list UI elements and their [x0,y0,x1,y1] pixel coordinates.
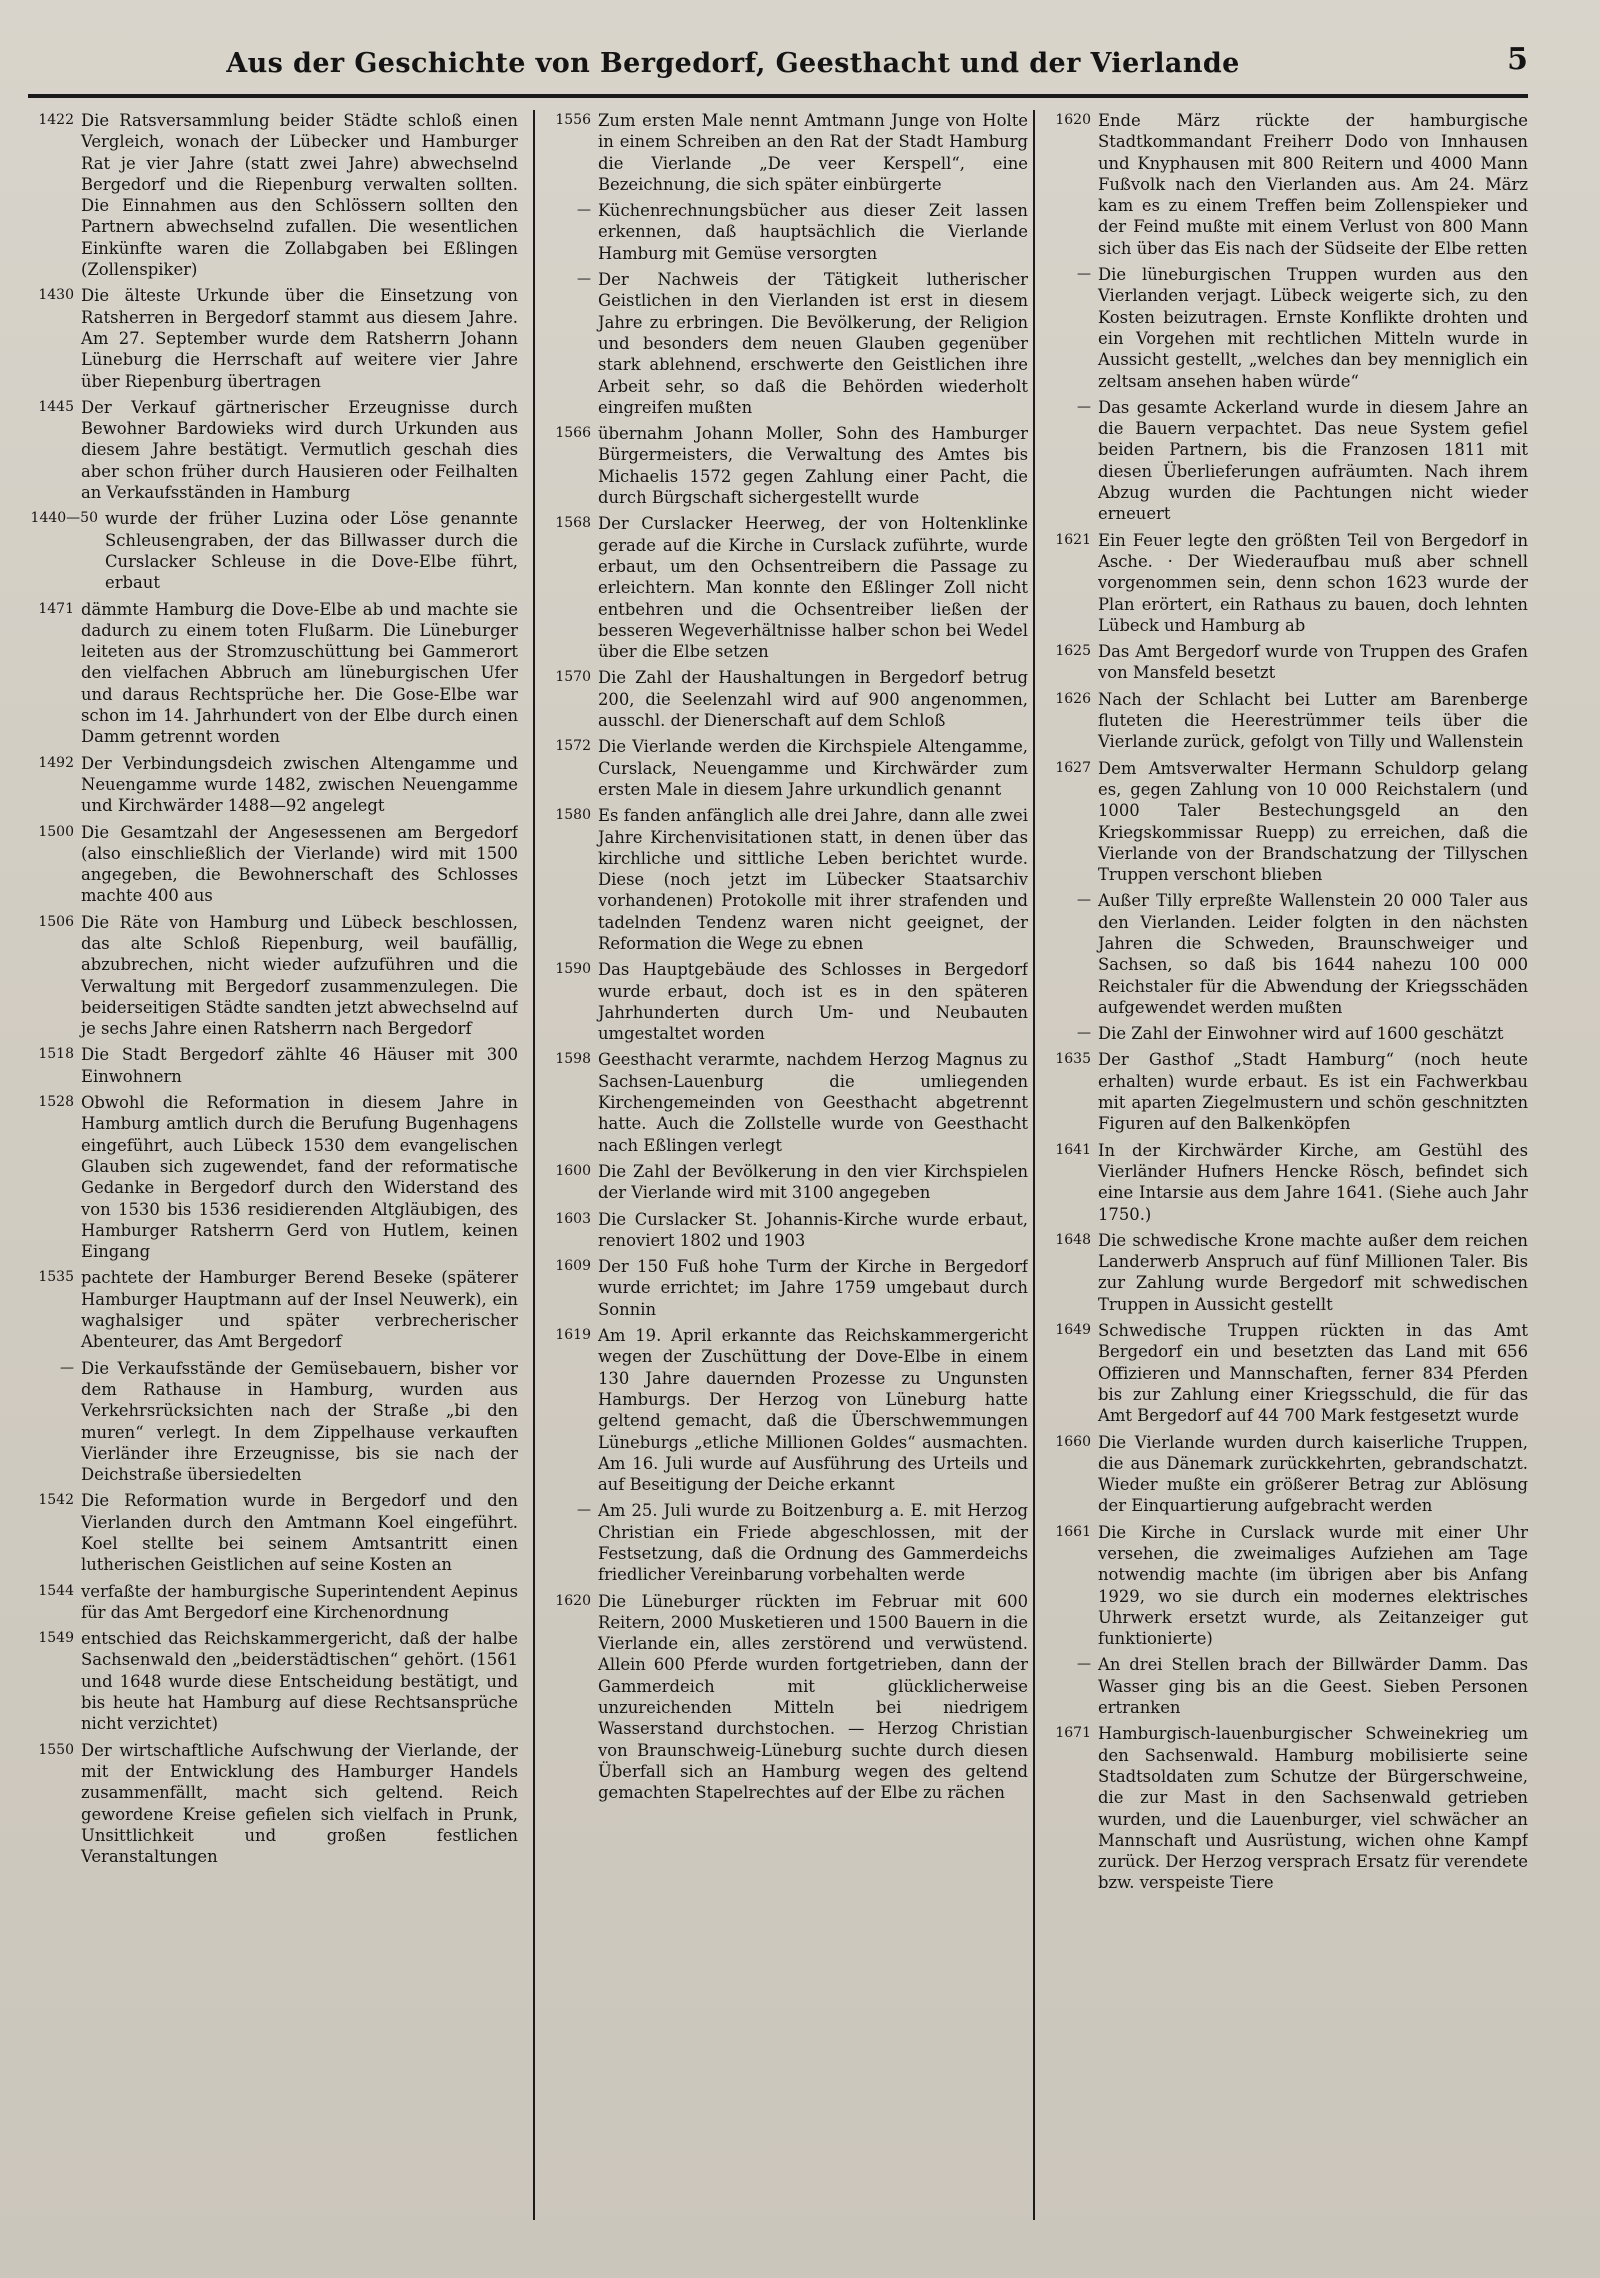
chronicle-entry [545,1256,1028,1320]
entry-text: Die Zahl der Bevölkerung in den vier Kirchspielen der Vierlande wird mit 3100 angegeben [598,1161,1028,1203]
chronicle-entry [545,1049,1028,1155]
chronicle-entry [1045,758,1528,886]
chronicle-entry [28,1092,518,1262]
entry-year: — [577,271,591,288]
entry-text: Der Verbindungsdeich zwischen Altengamme und Neuengamme wurde 1482, zwischen Neuengamme und Kirchwärder 1488—92 angelegt [81,753,518,816]
chronicle-entry [1045,1140,1528,1225]
entry-text: dämmte Hamburg die Dove-Elbe ab und machte sie dadurch zu einem toten Flußarm. Die Lüneburger leiteten aus der Stromzuschüttung bei Gammerort den vielfachen Abbruch am lüneburgischen Ufer und daraus Rechtsprüche her. Die Gose-Elbe war schon im 14. Jahrhundert von der Elbe durch einen Damm getrennt worden [81,599,518,747]
entry-text: übernahm Johann Moller, Sohn des Hamburger Bürgermeisters, die Verwaltung des Amtes bis Michaelis 1572 gegen Zahlung einer Pacht, die durch Bürgschaft sichergestellt wurde [598,424,1028,508]
chronicle-entry [28,1628,518,1734]
entry-text: Der 150 Fuß hohe Turm der Kirche in Bergedorf wurde errichtet; im Jahre 1759 umgebaut durch Sonnin [598,1257,1028,1319]
column-left [28,110,518,2220]
chronicle-entry [545,1591,1028,1804]
entry-year: 1603 [555,1210,591,1227]
entry-text: Die Räte von Hamburg und Lübeck beschlossen, das alte Schloß Riepenburg, weil baufällig, abzubrechen, nicht wieder aufzuführen und die Verwaltung mit Bergedorf zusammenzulegen. Die beiderseitigen Städte sandten jetzt abwechselnd auf je sechs Jahre einen Ratsherrn nach Bergedorf [81,912,518,1039]
chronicle-entry [545,1500,1028,1585]
chronicle-entry [28,1044,518,1087]
entry-year: 1626 [1055,690,1091,707]
entry-year: 1549 [38,1630,74,1647]
entry-year: 1528 [38,1094,74,1111]
chronicle-entry [28,822,518,907]
entry-year: 1619 [555,1327,591,1344]
entry-text: Am 25. Juli wurde zu Boitzenburg a. E. mit Herzog Christian ein Friede abgeschlossen, mit der Festsetzung, daß die Ordnung des Gammerdeichs friedlicher Vereinbarung vorbehalten werde [598,1501,1028,1585]
chronicle-entry [1045,890,1528,1018]
entry-year: 1542 [38,1492,74,1509]
chronicle-entry [28,912,518,1040]
chronicle-entry [1045,1049,1528,1134]
entry-text: Die Ratsversammlung beider Städte schloß einen Vergleich, wonach der Lübecker und Hamburger Rat je vier Jahre (statt zwei Jahre) abwechselnd Bergedorf und die Riepenburg verwalten sollten. Die Einnahmen aus den Schlössern sollten den Partnern abwechselnd zufallen. Die wesentlichen Einkünfte waren die Zollabgaben bei Eßlingen (Zollenspiker) [81,111,518,280]
chronicle-entry [545,1209,1028,1252]
entry-text: Der Gasthof „Stadt Hamburg“ (noch heute erhalten) wurde erbaut. Es ist ein Fachwerkbau mit aparten Ziegelmustern und schön geschnitzten Figuren auf den Balkenköpfen [1098,1050,1528,1134]
chronicle-entry [1045,1023,1528,1044]
entry-year: — [1077,398,1091,415]
entry-text: Der Verkauf gärtnerischer Erzeugnisse durch Bewohner Bardowieks wird durch Urkunden aus diesem Jahre bestätigt. Vermutlich geschah dies aber schon früher durch Hausieren oder Feilhalten an Verkaufsständen in Hamburg [81,397,518,503]
entry-text: Der Nachweis der Tätigkeit lutherischer Geistlichen in den Vierlanden ist erst in diesem Jahre zu erbringen. Die Bevölkerung, der Religion und besonders dem neuen Glauben gegenüber stark ablehnend, erschwerte den Geistlichen ihre Arbeit sehr, so daß die Behörden wiederholt eingreifen mußten [598,270,1028,417]
entry-year: — [577,202,591,219]
entry-year: 1556 [555,112,591,128]
entry-text: verfaßte der hamburgische Superintendent Aepinus für das Amt Bergedorf eine Kirchenordnung [81,1581,518,1622]
entry-text: Die schwedische Krone machte außer dem reichen Landerwerb Anspruch auf fünf Millionen Taler. Bis zur Zahlung wurde Bergedorf mit schwedischen Truppen in Aussicht gestellt [1098,1230,1528,1314]
entry-year: 1598 [555,1051,591,1068]
entry-year: 1471 [38,600,74,617]
chronicle-entry [1045,1320,1528,1426]
entry-text: Die Curslacker St. Johannis-Kirche wurde erbaut, renoviert 1802 und 1903 [598,1209,1028,1250]
entry-text: Außer Tilly erpreßte Wallenstein 20 000 Taler aus den Vierlanden. Leider folgten in den nächsten Jahren die Schweden, Braunschweiger und Sachsen, so daß bis 1644 nahezu 100 000 Reichstaler für die Abwendung der Kriegsschäden aufgewendet werden mußten [1098,891,1528,1017]
entry-year: 1621 [1055,531,1091,548]
entry-text: Der wirtschaftliche Aufschwung der Vierlande, der mit der Entwicklung des Hamburger Handels zusammenfällt, macht sich geltend. Reich gewordene Kreise gefielen sich vielfach in Prunk, Unsittlichkeit und großen festlichen Veranstaltungen [81,1740,518,1867]
entry-text: Ende März rückte der hamburgische Stadtkommandant Freiherr Dodo von Innhausen und Knyphausen mit 800 Reitern und 4000 Mann Fußvolk nach den Vierlanden aus. Am 24. März kam es zu einem Treffen beim Zollenspieker und der Feind mußte mit einem Verlust von 800 Mann sich über das Eis nach der Südseite der Elbe retten [1098,111,1528,258]
entry-text: Es fanden anfänglich alle drei Jahre, dann alle zwei Jahre Kirchenvisitationen statt, in denen über das kirchliche und sittliche Leben berichtet wurde. Diese (noch jetzt im Lübecker Staatsarchiv vorhandenen) Protokolle mit ihrer strafenden und tadelnden Tendenz waren nicht geeignet, der Reformation die Wege zu ebnen [598,806,1028,953]
entry-year: 1500 [38,823,74,840]
entry-year: 1535 [38,1269,74,1286]
entry-year: 1600 [555,1162,591,1179]
entry-year: — [1077,1656,1091,1673]
chronicle-entry [28,753,518,817]
entry-text: Die Stadt Bergedorf zählte 46 Häuser mit 300 Einwohnern [81,1045,518,1086]
chronicle-entry [545,736,1028,800]
entry-text: Die älteste Urkunde über die Einsetzung von Ratsherren in Bergedorf stammt aus diesem Jahre. Am 27. September wurde dem Ratsherrn Johann Lüneburg die Herrschaft auf weitere vier Jahre über Riepenburg übertragen [81,286,518,391]
entry-text: Die Vierlande werden die Kirchspiele Altengamme, Curslack, Neuengamme und Kirchwärder zum ersten Male in diesem Jahre urkundlich genannt [598,737,1028,799]
entry-text: Das Amt Bergedorf wurde von Truppen des Grafen von Mansfeld besetzt [1098,642,1528,683]
chronicle-entry [1045,1230,1528,1315]
entry-year: 1620 [555,1592,591,1609]
entry-year: 1518 [38,1046,74,1063]
page-title: Aus der Geschichte von Bergedorf, Geesthacht und der Vierlande [226,48,1240,79]
chronicle-entry [28,508,518,593]
chronicle-entry [28,285,518,391]
entry-year: 1580 [555,807,591,824]
entry-text: In der Kirchwärder Kirche, am Gestühl des Vierländer Hufners Hencke Rösch, befindet sich eine Intarsie aus dem Jahre 1641. (Siehe auch Jahr 1750.) [1098,1140,1528,1224]
chronicle-entry [1045,1432,1528,1517]
entry-year: 1620 [1055,112,1091,128]
entry-text: Am 19. April erkannte das Reichskammergericht wegen der Zuschüttung der Dove-Elbe in einem 130 Jahre dauernden Prozesse zu Ungunsten Hamburgs. Der Herzog von Lüneburg hatte geltend gemacht, daß die Überschwemmungen Lüneburgs „etliche Millionen Goldes“ ausmachten. Am 16. Juli wurde auf Ausführung des Urteils und auf Beseitigung der Deiche erkannt [598,1326,1028,1495]
column-middle [533,110,1028,2220]
chronicle-entry [1045,530,1528,636]
chronicle-entry [545,110,1028,195]
chronicle-entry [545,667,1028,731]
entry-text: Nach der Schlacht bei Lutter am Barenberge fluteten die Heerestrümmer teils über die Vierlande zurück, gefolgt von Tilly und Wallenstein [1098,689,1528,752]
entry-year: 1572 [555,738,591,755]
chronicle-entry [545,1325,1028,1495]
entry-year: 1641 [1055,1141,1091,1158]
chronicle-entry [1045,110,1528,259]
chronicle-entry [545,805,1028,954]
chronicle-entry [545,959,1028,1044]
entry-text: Die Zahl der Einwohner wird auf 1600 geschätzt [1098,1024,1504,1044]
entry-year: — [60,1359,74,1376]
page-header [28,40,1528,98]
entry-year: 1609 [555,1258,591,1275]
chronicle-entry [1045,264,1528,392]
entry-year: 1550 [38,1741,74,1758]
chronicle-entry [545,423,1028,508]
entry-text: Schwedische Truppen rückten in das Amt Bergedorf ein und besetzten das Land mit 656 Offizieren und Mannschaften, ferner 834 Pferden bis zur Zahlung einer Kriegsschuld, die für das Amt Bergedorf auf 44 700 Mark festgesetzt wurde [1098,1321,1528,1426]
entry-text: Die Lüneburger rückten im Februar mit 600 Reitern, 2000 Musketieren und 1500 Bauern in die Vierlande ein, alles zerstörend und verwüstend. Allein 600 Pferde wurden fortgetrieben, dann der Gammerdeich mit glücklicherweise unzureichenden Mitteln bei niedrigem Wasserstand durchstochen. — Herzog Christian von Braunschweig-Lüneburg suchte durch diesen Überfall sich an Hamburg wegen des geltend gemachten Stapelrechtes auf der Elbe zu rächen [598,1591,1028,1803]
chronicle-entry [545,1161,1028,1204]
chronicle-entry [1045,641,1528,684]
entry-text: Dem Amtsverwalter Hermann Schuldorp gelang es, gegen Zahlung von 10 000 Reichstalern (und 1000 Taler Bestechungsgeld an den Kriegskommissar Ruepp) zu erreichen, daß die Vierlande von der Brandschatzung der Tillyschen Truppen verschont blieben [1098,758,1528,885]
chronicle-entry [1045,1522,1528,1650]
entry-year: 1671 [1055,1725,1091,1742]
chronicle-entry [1045,1654,1528,1718]
entry-text: pachtete der Hamburger Berend Beseke (späterer Hamburger Hauptmann auf der Insel Neuwerk), ein waghalsiger und später verbrecherischer Abenteurer, das Amt Bergedorf [81,1268,518,1352]
entry-year: 1660 [1055,1433,1091,1450]
entry-year: 1625 [1055,643,1091,660]
column-right [1033,110,1528,2220]
entry-year: — [1077,266,1091,283]
chronicle-entry [545,269,1028,418]
entry-text: Ein Feuer legte den größten Teil von Bergedorf in Asche. · Der Wiederaufbau muß aber schnell vorgenommen sein, denn schon 1623 wurde der Plan erörtert, ein Rathaus zu bauen, doch lehnten Lübeck und Hamburg ab [1098,530,1528,635]
entry-year: 1440—50 [30,510,98,527]
entry-text: Küchenrechnungsbücher aus dieser Zeit lassen erkennen, daß hauptsächlich die Vierlande Hamburg mit Gemüse versorgten [598,201,1028,263]
entry-year: 1627 [1055,759,1091,776]
entry-text: Die Gesamtzahl der Angesessenen am Bergedorf (also einschließlich der Vierlande) wird mit 1500 angegeben, die Bewohnerschaft des Schlosses machte 400 aus [81,822,518,906]
chronicle-entry [545,200,1028,264]
entry-year: 1635 [1055,1051,1091,1068]
entry-text: Das Hauptgebäude des Schlosses in Bergedorf wurde erbaut, doch ist es in den späteren Jahrhunderten durch Um- und Neubauten umgestaltet worden [598,960,1028,1044]
text-columns [28,110,1528,2220]
entry-year: 1649 [1055,1322,1091,1339]
entry-year: 1445 [38,398,74,415]
chronicle-entry [28,1490,518,1575]
entry-text: Die Verkaufsstände der Gemüsebauern, bisher vor dem Rathause in Hamburg, wurden aus Verkehrsrücksichten nach der Straße „bi den muren“ verlegt. In dem Zippelhause verkauften Vierländer ihre Erzeugnisse, bis sie nach der Deichstraße übersiedelten [81,1358,518,1485]
chronicle-entry [28,397,518,503]
entry-year: 1422 [38,112,74,128]
entry-year: — [1077,892,1091,909]
entry-text: An drei Stellen brach der Billwärder Damm. Das Wasser ging bis an die Geest. Sieben Personen ertranken [1098,1655,1528,1718]
entry-year: 1590 [555,961,591,978]
entry-text: Die Vierlande wurden durch kaiserliche Truppen, die aus Dänemark zurückkehrten, gebrandschatzt. Wieder mußte ein größerer Betrag zur Ablösung der Einquartierung aufgebracht werden [1098,1432,1528,1516]
entry-text: Die Reformation wurde in Bergedorf und den Vierlanden durch den Amtmann Koel eingeführt. Koel stellte bei seinem Amtsantritt einen lutherischen Geistlichen auf seine Kosten an [81,1491,518,1575]
entry-text: Der Curslacker Heerweg, der von Holtenklinke gerade auf die Kirche in Curslack zuführte, wurde erbaut, um den Ochsentreibern die Passage zu erleichtern. Man konnte den Eßlinger Zoll nicht entbehren und die Ochsentreiber ließen der besseren Wegeverhältnisse halber schon bei Wedel über die Elbe setzen [598,514,1028,662]
entry-year: 1661 [1055,1523,1091,1540]
entry-text: Die Kirche in Curslack wurde mit einer Uhr versehen, die zweimaliges Aufziehen am Tage notwendig machte (im übrigen aber bis Anfang 1929, wo sie durch ein modernes elektrisches Uhrwerk ersetzt wurde, als Zeitanzeiger gut funktionierte) [1098,1522,1528,1649]
chronicle-entry [1045,689,1528,753]
chronicle-entry [1045,397,1528,525]
entry-year: 1544 [38,1582,74,1599]
entry-year: 1430 [38,287,74,304]
entry-text: Die Zahl der Haushaltungen in Bergedorf betrug 200, die Seelenzahl wird auf 900 angenommen, ausschl. der Dienerschaft auf dem Schloß [598,668,1028,731]
entry-text: Hamburgisch-lauenburgischer Schweinekrieg um den Sachsenwald. Hamburg mobilisierte seine Stadtsoldaten zum Schutze der Bürgerschweine, die zur Mast in den Sachsenwald getrieben wurden, und die Lauenburger, viel schwächer an Mannschaft und Ausrüstung, wichen ohne Kampf zurück. Der Herzog versprach Ersatz für verendete bzw. verspeiste Tiere [1098,1724,1528,1893]
entry-text: Geesthacht verarmte, nachdem Herzog Magnus zu Sachsen-Lauenburg die umliegenden Kirchengemeinden von Geesthacht abgetrennt hatte. Auch die Zollstelle wurde von Geesthacht nach Eßlingen verlegt [598,1050,1028,1155]
entry-text: entschied das Reichskammergericht, daß der halbe Sachsenwald den „beiderstädtischen“ gehört. (1561 und 1648 wurde diese Entscheidung bestätigt, und bis heute hat Hamburg auf diese Rechtsansprüche nicht verzichtet) [81,1629,518,1734]
entry-year: 1570 [555,669,591,686]
entry-text: Zum ersten Male nennt Amtmann Junge von Holte in einem Schreiben an den Rat der Stadt Hamburg die Vierlande „De veer Kerspell“, eine Bezeichnung, die sich später einbürgerte [598,111,1028,194]
entry-text: Das gesamte Ackerland wurde in diesem Jahre an die Bauern verpachtet. Das neue System gefiel beiden Partnern, bis die Franzosen 1811 mit diesen Überlieferungen aufräumten. Nach ihrem Abzug wurden die Pachtungen nicht wieder erneuert [1098,397,1528,524]
entry-year: — [577,1502,591,1519]
entry-year: 1492 [38,754,74,771]
entry-year: 1566 [555,425,591,442]
entry-text: Die lüneburgischen Truppen wurden aus den Vierlanden verjagt. Lübeck weigerte sich, zu den Kosten beizutragen. Ernste Konflikte drohten und ein Vorgehen mit rechtlichen Mitteln wurde in Aussicht gestellt, „welches dan bey menniglich ein zeltsam ansehen haben würde“ [1098,265,1528,391]
chronicle-entry [28,599,518,748]
chronicle-entry [28,110,518,280]
chronicle-entry [28,1581,518,1624]
entry-year: 1568 [555,515,591,532]
chronicle-entry [1045,1723,1528,1893]
chronicle-entry [28,1740,518,1868]
chronicle-entry [545,513,1028,662]
page-number: 5 [1507,42,1528,77]
entry-text: Obwohl die Reformation in diesem Jahre in Hamburg amtlich durch die Berufung Bugenhagens eingeführt, auch Lübeck 1530 dem evangelischen Glauben sich zugewendet, fand der reformatische Gedanke in Bergedorf durch den Widerstand des von 1530 bis 1536 residierenden Altgläubigen, des Hamburger Ratsherrn Gerd von Hutlem, keinen Eingang [81,1093,518,1262]
chronicle-entry [28,1358,518,1486]
chronicle-entry [28,1267,518,1352]
entry-year: — [1077,1025,1091,1042]
entry-text: wurde der früher Luzina oder Löse genannte Schleusengraben, der das Billwasser durch die Curslacker Schleuse in die Dove-Elbe führt, erbaut [105,509,518,593]
entry-year: 1648 [1055,1231,1091,1248]
entry-year: 1506 [38,913,74,930]
